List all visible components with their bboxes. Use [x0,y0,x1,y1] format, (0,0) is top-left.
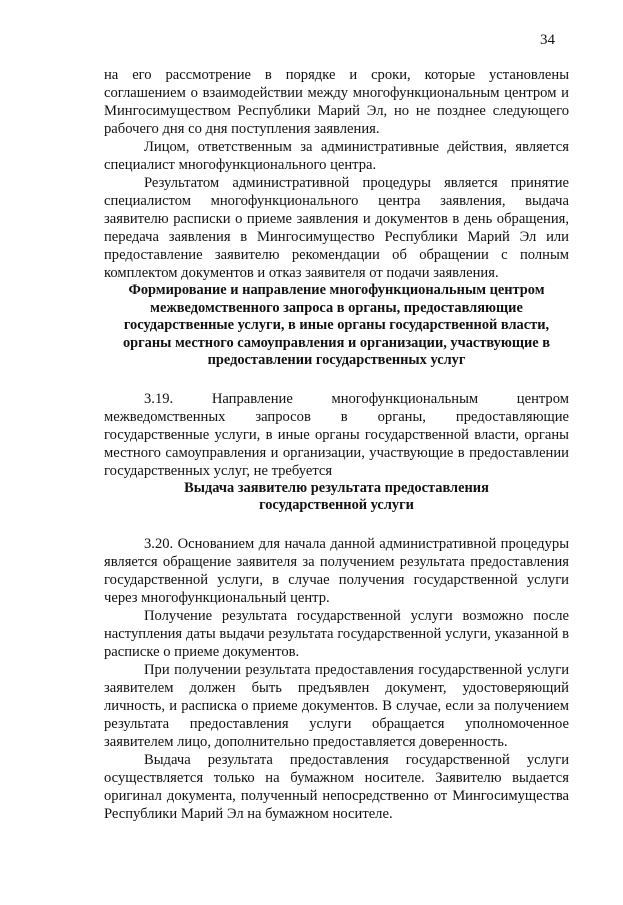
paragraph-procedure-result: Результатом административной процедуры является принятие специалистом многофункционального центра заявления, выдача заявителю расписки о приеме заявления и документов в день обращения, передача заявления в Мингосимущество Республики Марий Эл или предоставление заявителю рекомендации об обращении с полным комплектом документов и отказ заявителя от подачи заявления. [104,175,569,281]
paragraph-identity-document: При получении результата предоставления государственной услуги заявителем должен быть предъявлен документ, удостоверяющий личность, и расписка о приеме документов. В случае, если за получением результата предоставления услуги обращается уполномоченное заявителем лицо, дополнительно предоставляется доверенность. [104,661,569,750]
document-body [104,66,569,823]
paragraph-paper-medium: Выдача результата предоставления государственной услуги осуществляется только на бумажном носителе. Заявителю выдается оригинал документа, полученный непосредственно от Мингосимущества Республики Марий Эл на бумажном носителе. [104,751,569,822]
section-heading-result-issuance: Выдача заявителю результата предоставления государственной услуги [184,479,489,513]
paragraph-3-19: 3.19. Направление многофункциональным центром межведомственных запросов в органы, предоставляющие государственные услуги, в иные органы государственной власти, органы местного самоуправления и организации, участвующие в предоставлении государственных услуг, не требуется [104,390,569,479]
paragraph-result-date: Получение результата государственной услуги возможно после наступления даты выдачи результата государственной услуги, указанной в расписке о приеме документов. [104,607,569,660]
page-number: 34 [540,32,555,48]
paragraph-3-20: 3.20. Основанием для начала данной административной процедуры является обращение заявителя за получением результата предоставления государственной услуги, в случае получения государственной услуги через многофункциональный центр. [104,535,569,606]
paragraph-continuation: на его рассмотрение в порядке и сроки, которые установлены соглашением о взаимодействии между многофункциональным центром и Мингосимуществом Республики Марий Эл, но не позднее следующего рабочего дня со дня поступления заявления. [104,67,569,137]
section-heading-interagency-request: Формирование и направление многофункциональным центром межведомственного запроса в органы, предоставляющие государственные услуги, в иные органы государственной власти, органы местного самоуправления и организации, участвующие в предоставлении государственных услуг [122,282,551,368]
paragraph-responsible-person: Лицом, ответственным за административные действия, является специалист многофункционального центра. [104,139,569,173]
